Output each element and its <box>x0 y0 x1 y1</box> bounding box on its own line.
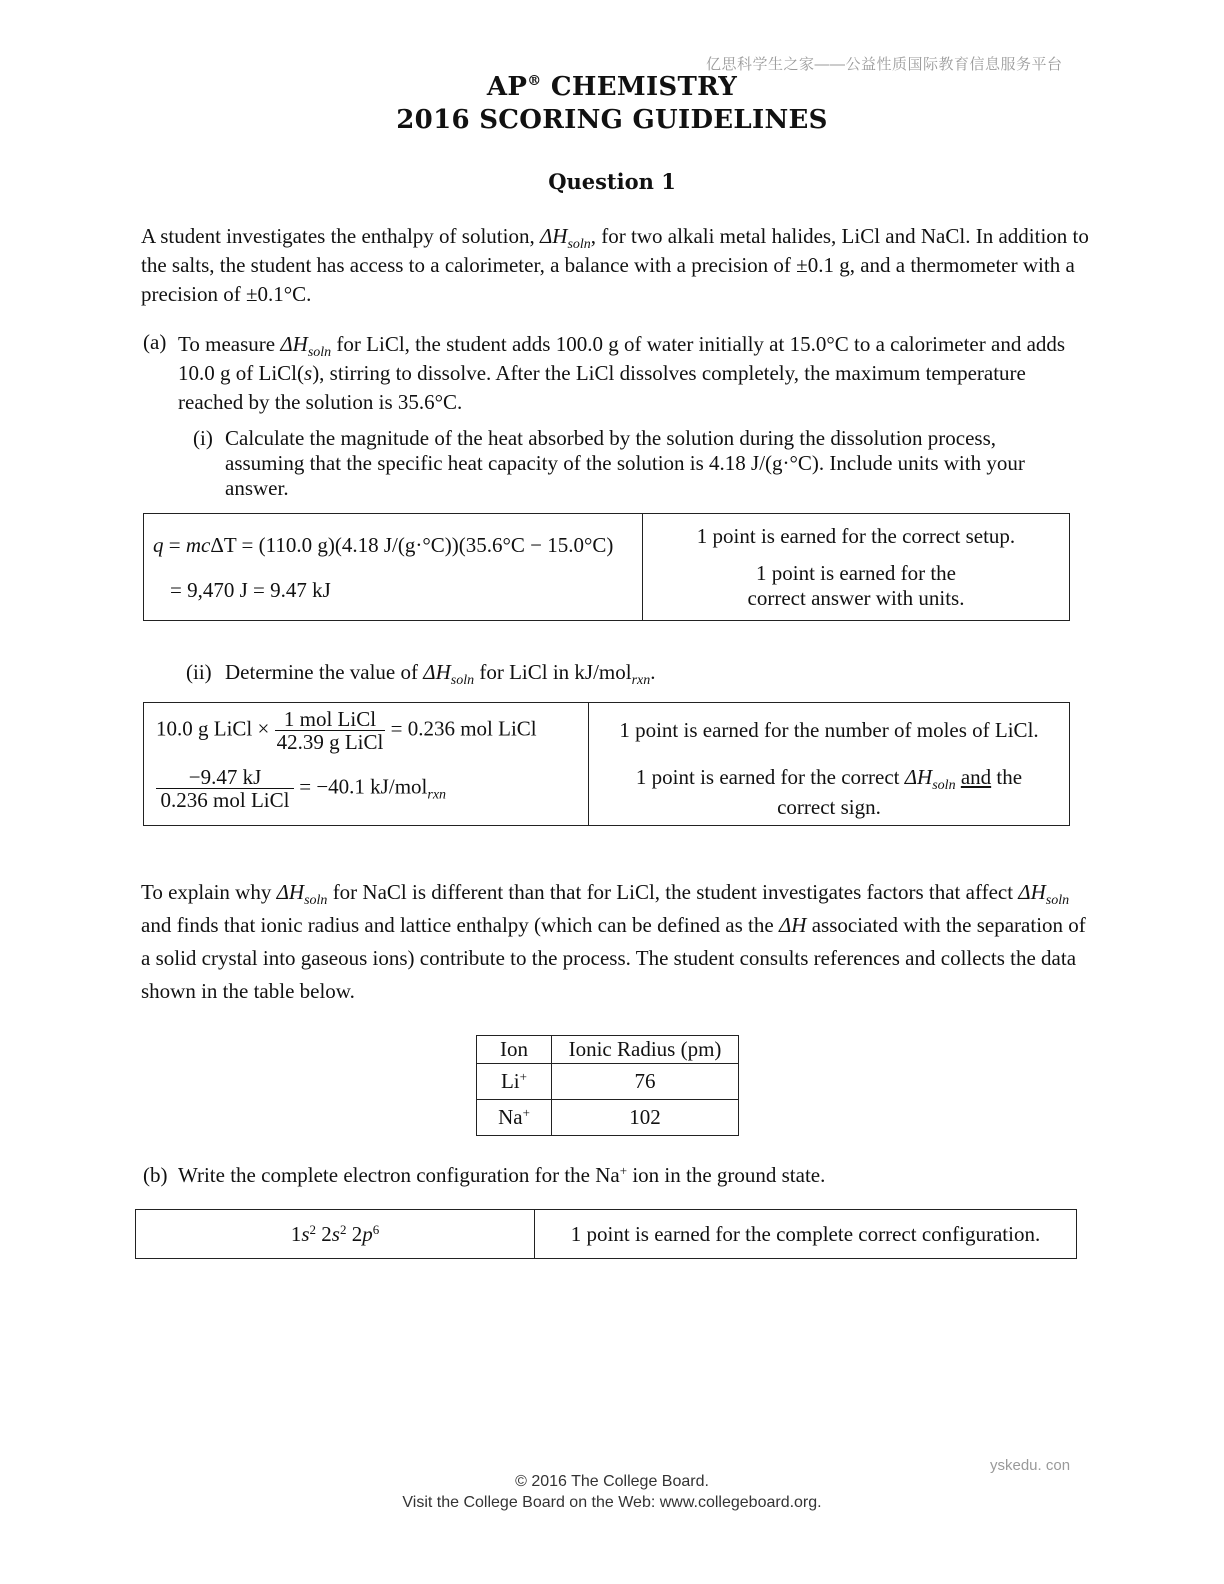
answer-work-a-ii <box>144 703 589 826</box>
table-header-radius: Ionic Radius (pm) <box>552 1036 739 1064</box>
equation-heat-result: = 9,470 J = 9.47 kJ <box>170 578 331 602</box>
part-a-label: (a) <box>143 330 167 354</box>
part-a-text: To measure $\Delta H_{soln}$ for LiCl, the student adds 100.0 g of water initially at 15.0°C to a calorimeter and adds 10.0 g of LiCl(s), stirring to dissolve. After the LiCl dissolves completely, the maximum temperature reached by the solution is 35.6°C. <box>178 332 1066 414</box>
table-row <box>477 1064 739 1100</box>
table-row <box>477 1100 739 1136</box>
point-answer: 1 point is earned for the correct answer with units. <box>747 561 965 610</box>
part-a-ii-label: (ii) <box>186 660 212 684</box>
calc-moles: 10.0 g LiCl × $\frac{\text{1 mol LiCl}}{\text{42.39 g LiCl}}$ = 0.236 mol LiCl <box>156 707 537 754</box>
equation-heat: q = mcΔT = (110.0 g)(4.18 J/(g·°C))(35.6°C − 15.0°C) <box>153 533 614 557</box>
point-enthalpy: 1 point is earned for the correct $\Delta H_{soln}$ and the correct sign. <box>635 765 1023 819</box>
radius-cell: 76 <box>552 1064 739 1100</box>
ion-cell: Na+ <box>477 1100 552 1136</box>
electron-configuration: $1s^2$ $2s^2$ $2p^6$ <box>136 1210 535 1259</box>
answer-box-a-i <box>143 513 1070 621</box>
page-subtitle: 2016 SCORING GUIDELINES <box>396 105 828 135</box>
explain-paragraph: To explain why $\Delta H_{soln}$ for NaCl is different than that for LiCl, the student investigates factors that affect $\Delta H_{soln}$ and finds that ionic radius and lattice enthalpy (which can be defined as the ΔH associated with the separation of a solid crystal into gaseous ions) contribute to the process. The student consults references and collects the data shown in the table below. <box>141 880 1086 1003</box>
watermark-top: 亿思科学生之家——公益性质国际教育信息服务平台 <box>706 56 1063 73</box>
part-a-i-text: Calculate the magnitude of the heat absorbed by the solution during the dissolution process, assuming that the specific heat capacity of the solution is 4.18 J/(g·°C). Include units with your answer. <box>225 426 1025 500</box>
part-b-label: (b) <box>143 1163 168 1187</box>
intro-paragraph: A student investigates the enthalpy of solution, $\Delta H_{soln}$, for two alkali metal halides, LiCl and NaCl. In addition to the salts, the student has access to a calorimeter, a balance with a precision of ±0.1 g, and a thermometer with a precision of ±0.1°C. <box>141 224 1089 306</box>
question-heading: Question 1 <box>548 169 676 194</box>
scoring-b: 1 point is earned for the complete correct configuration. <box>535 1210 1077 1259</box>
answer-work-a-i <box>144 514 643 621</box>
page-title: AP® CHEMISTRY <box>486 72 738 102</box>
table-header-ion: Ion <box>477 1036 552 1064</box>
scoring-a-i <box>643 514 1070 621</box>
radius-cell: 102 <box>552 1100 739 1136</box>
calc-enthalpy: $\frac{-9.47 kJ}{\text{0.236 mol LiCl}}$ = −40.1 kJ/mol$_{rxn}$ <box>156 766 446 811</box>
footer-copyright: © 2016 The College Board. <box>515 1473 709 1490</box>
footer <box>0 1471 1224 1513</box>
answer-box-b <box>135 1209 1077 1259</box>
footer-website: Visit the College Board on the Web: www.collegeboard.org. <box>402 1494 822 1511</box>
part-a-ii-text: Determine the value of $\Delta H_{soln}$ for LiCl in kJ/mol$_{rxn}$. <box>225 660 656 688</box>
ion-cell: Li+ <box>477 1064 552 1100</box>
scoring-a-ii <box>589 703 1070 826</box>
point-setup: 1 point is earned for the correct setup. <box>696 524 1016 548</box>
watermark-bottom: yskedu. con <box>990 1457 1071 1474</box>
ionic-radius-table <box>476 1035 739 1136</box>
part-b-text: Write the complete electron configuration for the Na+ ion in the ground state. <box>178 1163 826 1187</box>
part-a-i-label: (i) <box>193 426 213 450</box>
point-moles: 1 point is earned for the number of moles of LiCl. <box>619 718 1039 742</box>
answer-box-a-ii <box>143 702 1070 826</box>
